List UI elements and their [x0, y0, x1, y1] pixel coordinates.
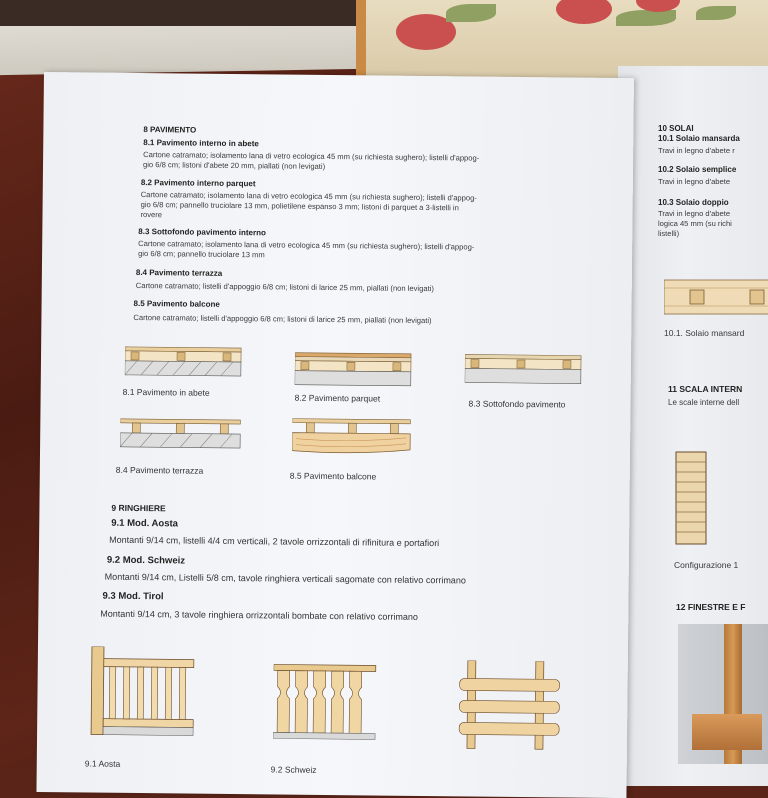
section-8-2-text-1: Cartone catramato; isolamento lana di vetro ecologica 45 mm (su richiesta sughero); listelli d'appog-	[140, 190, 477, 203]
section-8-5-title: 8.5 Pavimento balcone	[133, 298, 220, 309]
section-8-4-title: 8.4 Pavimento terrazza	[135, 267, 223, 278]
section-10-2-text: Travi in legno d'abete	[658, 177, 731, 186]
caption-9-2: 9.2 Schweiz	[270, 764, 317, 775]
section-10-1-title: 10.1 Solaio mansarda	[658, 134, 740, 143]
section-11-title: 11 SCALA INTERN	[668, 384, 743, 394]
caption-9-1: 9.1 Aosta	[84, 758, 121, 769]
ringhiera-tirol-figure	[457, 660, 564, 753]
leaf-decoration	[616, 10, 676, 26]
pavimento-abete-figure	[125, 345, 243, 378]
section-8-2-text-2: gio 6/8 cm; pannello truciolare 13 mm, polietilene espanso 3 mm; listoni di parquet a 3-listelli in	[140, 200, 459, 213]
caption-8-2: 8.2 Pavimento parquet	[294, 392, 381, 404]
section-9-2-title: 9.2 Mod. Schweiz	[106, 554, 186, 567]
pavimento-terrazza-figure	[120, 417, 242, 452]
section-9-1-title: 9.1 Mod. Aosta	[111, 517, 179, 530]
section-10-3-text-3: listelli)	[658, 229, 680, 238]
section-10-1-text: Travi in legno d'abete r	[658, 146, 735, 155]
dark-surface-background	[0, 0, 360, 26]
section-9-3-text: Montanti 9/14 cm, 3 tavole ringhiera orrizzontali bombate con relativo corrimano	[100, 608, 419, 622]
section-9-3-title: 9.3 Mod. Tirol	[102, 590, 164, 603]
sottofondo-pavimento-figure	[465, 352, 583, 385]
section-10-title: 10 SOLAI	[658, 124, 694, 133]
section-9-2-text: Montanti 9/14 cm, Listelli 5/8 cm, tavole ringhiera verticali sagomate con relativo corrimano	[104, 571, 466, 586]
leaf-decoration	[446, 4, 496, 22]
pavimento-balcone-figure	[292, 417, 414, 458]
staircase-caption: Configurazione 1	[674, 560, 739, 570]
staircase-figure	[672, 450, 712, 550]
section-9-title: 9 RINGHIERE	[111, 502, 166, 514]
section-8-4-text: Cartone catramato; listelli d'appoggio 6/8 cm; listoni di larice 25 mm, piallati (non levigati)	[135, 280, 434, 294]
pavimento-parquet-figure	[295, 351, 413, 388]
caption-8-3: 8.3 Sottofondo pavimento	[468, 398, 566, 410]
section-8-1-text-2: gio 6/8 cm; listoni d'abete 20 mm, piallati (non levigati)	[142, 160, 326, 171]
section-8-5-text: Cartone catramato; listelli d'appoggio 6/8 cm; listoni di larice 25 mm, piallati (non levigati)	[133, 312, 432, 326]
leaf-decoration	[696, 6, 736, 20]
section-8-2-title: 8.2 Pavimento interno parquet	[140, 178, 256, 189]
section-9-1-text: Montanti 9/14 cm, listelli 4/4 cm verticali, 2 tavole orrizzontali di rifinitura e portafiori	[109, 534, 440, 549]
section-8-3-text-1: Cartone catramato; isolamento lana di vetro ecologica 45 mm (su richiesta sughero); listelli d'appog-	[138, 238, 475, 252]
left-brochure-page	[36, 72, 634, 798]
caption-8-1: 8.1 Pavimento in abete	[122, 386, 210, 398]
solaio-mansarda-caption: 10.1. Solaio mansard	[664, 328, 745, 338]
section-10-2-title: 10.2 Solaio semplice	[658, 165, 737, 174]
section-10-3-title: 10.3 Solaio doppio	[658, 198, 729, 207]
section-10-3-text-2: logica 45 mm (su richi	[658, 219, 732, 228]
section-8-1-text-1: Cartone catramato; isolamento lana di vetro ecologica 45 mm (su richiesta sughero); listelli d'appog-	[143, 150, 480, 163]
section-10-3-text-1: Travi in legno d'abete	[658, 209, 731, 218]
section-12-title: 12 FINESTRE E F	[676, 602, 746, 612]
caption-8-4: 8.4 Pavimento terrazza	[115, 464, 204, 476]
rose-decoration	[556, 0, 612, 24]
right-brochure-page	[618, 66, 768, 786]
section-8-1-title: 8.1 Pavimento interno in abete	[143, 138, 259, 149]
section-11-text: Le scale interne dell	[668, 398, 740, 407]
section-8-3-text-2: gio 6/8 cm; pannello truciolare 13 mm	[138, 248, 265, 260]
section-8-title: 8 PAVIMENTO	[143, 125, 197, 135]
ringhiera-aosta-figure	[87, 646, 200, 743]
solaio-mansarda-figure	[664, 274, 768, 320]
window-photo	[678, 624, 768, 764]
section-8-2-text-3: rovere	[140, 210, 163, 220]
section-8-3-title: 8.3 Sottofondo pavimento interno	[138, 226, 266, 238]
ringhiera-schweiz-figure	[273, 658, 380, 749]
caption-8-5: 8.5 Pavimento balcone	[289, 470, 377, 482]
